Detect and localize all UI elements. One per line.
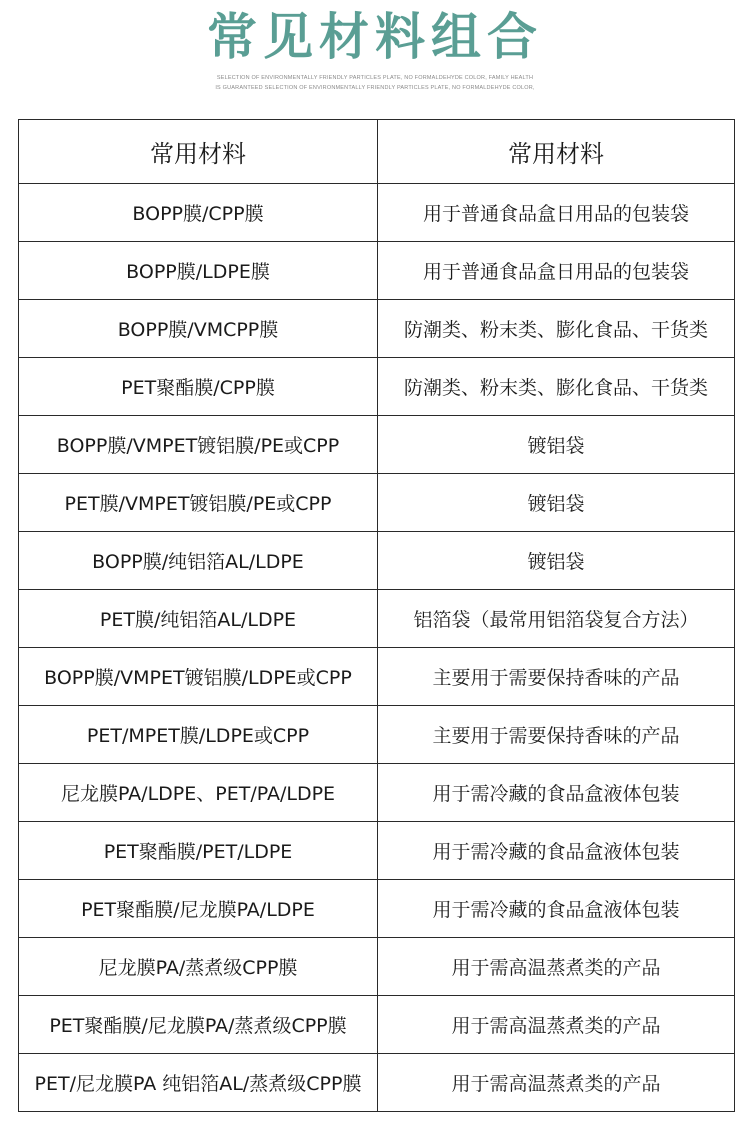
material-combination-cell: BOPP膜/VMCPP膜 [19, 300, 378, 358]
usage-cell: 防潮类、粉末类、膨化食品、干货类 [378, 358, 735, 416]
table-row [19, 1054, 735, 1112]
usage-cell: 镀铝袋 [378, 416, 735, 474]
table-row [19, 474, 735, 532]
material-combination-cell: PET膜/VMPET镀铝膜/PE或CPP [19, 474, 378, 532]
usage-cell: 用于需高温蒸煮类的产品 [378, 996, 735, 1054]
usage-cell: 用于普通食品盒日用品的包装袋 [378, 242, 735, 300]
material-combination-cell: PET聚酯膜/尼龙膜PA/LDPE [19, 880, 378, 938]
column-header-materials: 常用材料 [19, 120, 378, 184]
usage-cell: 用于需冷藏的食品盒液体包装 [378, 880, 735, 938]
material-combination-cell: PET聚酯膜/尼龙膜PA/蒸煮级CPP膜 [19, 996, 378, 1054]
table-row [19, 938, 735, 996]
usage-cell: 主要用于需要保持香味的产品 [378, 648, 735, 706]
usage-cell: 用于普通食品盒日用品的包装袋 [378, 184, 735, 242]
usage-cell: 镀铝袋 [378, 532, 735, 590]
table-row [19, 358, 735, 416]
material-combination-cell: 尼龙膜PA/蒸煮级CPP膜 [19, 938, 378, 996]
material-combination-cell: BOPP膜/纯铝箔AL/LDPE [19, 532, 378, 590]
table-row [19, 822, 735, 880]
usage-cell: 用于需冷藏的食品盒液体包装 [378, 822, 735, 880]
table-row [19, 996, 735, 1054]
table-row [19, 416, 735, 474]
materials-table [18, 119, 735, 1112]
table-row [19, 532, 735, 590]
usage-cell: 主要用于需要保持香味的产品 [378, 706, 735, 764]
material-combination-cell: BOPP膜/LDPE膜 [19, 242, 378, 300]
usage-cell: 用于需高温蒸煮类的产品 [378, 1054, 735, 1112]
table-row [19, 590, 735, 648]
material-combination-cell: PET/MPET膜/LDPE或CPP [19, 706, 378, 764]
subtitle-line-2: IS GUARANTEED SELECTION OF ENVIRONMENTALLY FRIENDLY PARTICLES PLATE, NO FORMALDEHYDE COLOR, [215, 85, 535, 91]
material-combination-cell: BOPP膜/VMPET镀铝膜/PE或CPP [19, 416, 378, 474]
table-row [19, 300, 735, 358]
page-title: 常见材料组合 [207, 7, 543, 66]
column-header-usage: 常用材料 [378, 120, 735, 184]
usage-cell: 铝箔袋（最常用铝箔袋复合方法） [378, 590, 735, 648]
material-combination-cell: PET聚酯膜/PET/LDPE [19, 822, 378, 880]
material-combination-cell: BOPP膜/VMPET镀铝膜/LDPE或CPP [19, 648, 378, 706]
material-combination-cell: PET膜/纯铝箔AL/LDPE [19, 590, 378, 648]
material-combination-cell: PET/尼龙膜PA 纯铝箔AL/蒸煮级CPP膜 [19, 1054, 378, 1112]
table-row [19, 764, 735, 822]
table-row [19, 242, 735, 300]
table-row [19, 880, 735, 938]
table-row [19, 706, 735, 764]
material-combination-cell: 尼龙膜PA/LDPE、PET/PA/LDPE [19, 764, 378, 822]
usage-cell: 镀铝袋 [378, 474, 735, 532]
material-combination-cell: BOPP膜/CPP膜 [19, 184, 378, 242]
usage-cell: 用于需冷藏的食品盒液体包装 [378, 764, 735, 822]
page-header [0, 0, 750, 118]
table-header-row [19, 120, 735, 184]
table-row [19, 184, 735, 242]
table-body [19, 184, 735, 1112]
usage-cell: 用于需高温蒸煮类的产品 [378, 938, 735, 996]
usage-cell: 防潮类、粉末类、膨化食品、干货类 [378, 300, 735, 358]
table-row [19, 648, 735, 706]
material-combination-cell: PET聚酯膜/CPP膜 [19, 358, 378, 416]
subtitle-line-1: SELECTION OF ENVIRONMENTALLY FRIENDLY PARTICLES PLATE, NO FORMALDEHYDE COLOR, FAMILY HEALTH [216, 75, 534, 81]
